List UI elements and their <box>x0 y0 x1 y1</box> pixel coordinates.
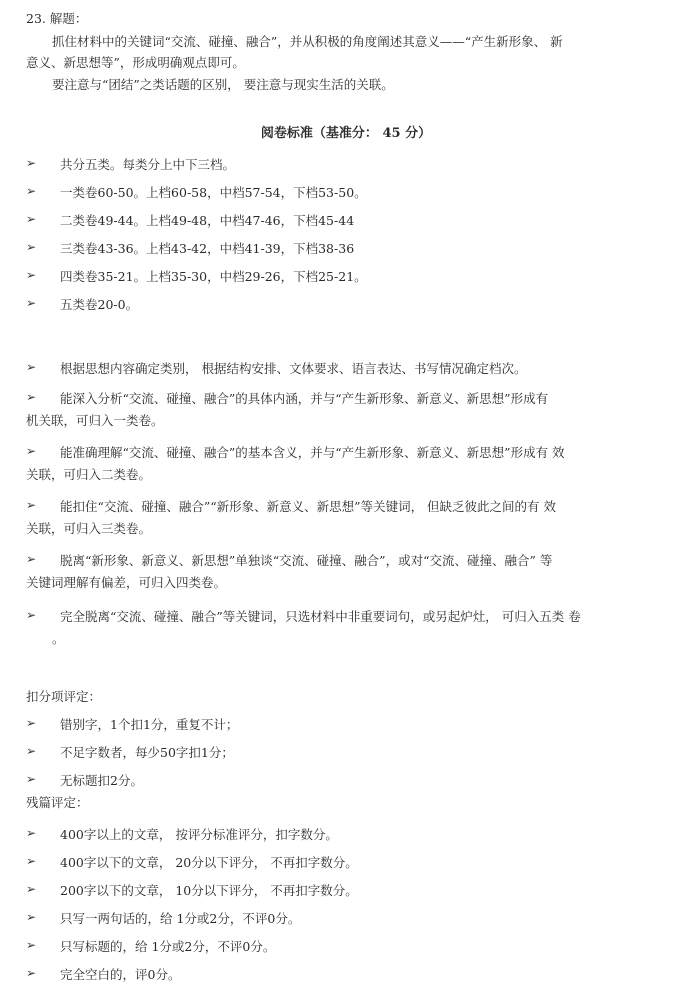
criteria-text-cont: 关联，可归入三类卷。 <box>26 521 152 536</box>
criteria-text: 能深入分析“交流、碰撞、融合”的具体内涵，并与“产生新形象、新意义、新思想”形成有 <box>60 391 549 406</box>
bullet-icon: ➢ <box>26 390 37 404</box>
bullet-icon: ➢ <box>26 938 37 952</box>
bullet-icon: ➢ <box>26 444 37 458</box>
intro-line-3: 要注意与“团结”之类话题的区别， 要注意与现实生活的关联。 <box>52 77 394 92</box>
criteria-text-cont: 关键词理解有偏差，可归入四类卷。 <box>26 575 227 590</box>
bullet-icon: ➢ <box>26 498 37 512</box>
bullet-icon: ➢ <box>26 268 37 282</box>
grade-text: 五类卷20-0。 <box>60 297 139 312</box>
criteria-text-cont: 关联，可归入二类卷。 <box>26 467 152 482</box>
criteria-text-cont: 机关联，可归入一类卷。 <box>26 413 164 428</box>
criteria-text: 完全脱离“交流、碰撞、融合”等关键词，只选材料中非重要词句，或另起炉灶， 可归入五类 卷 <box>60 609 581 624</box>
bullet-icon: ➢ <box>26 156 37 170</box>
grade-text: 二类卷49-44。上档49-48，中档47-46，下档45-44 <box>60 213 355 228</box>
bullet-icon: ➢ <box>26 772 37 786</box>
incomplete-text: 400字以上的文章， 按评分标准评分，扣字数分。 <box>60 827 338 842</box>
grade-text: 四类卷35-21。上档35-30，中档29-26，下档25-21。 <box>60 269 367 284</box>
bullet-icon: ➢ <box>26 716 37 730</box>
bullet-icon: ➢ <box>26 826 37 840</box>
bullet-icon: ➢ <box>26 854 37 868</box>
grade-text: 一类卷60-50。上档60-58，中档57-54，下档53-50。 <box>60 185 367 200</box>
bullet-icon: ➢ <box>26 966 37 980</box>
incomplete-text: 完全空白的，评0分。 <box>60 967 181 982</box>
bullet-icon: ➢ <box>26 212 37 226</box>
bullet-icon: ➢ <box>26 240 37 254</box>
bullet-icon: ➢ <box>26 552 37 566</box>
intro-line-2: 意义、新思想等”，形成明确观点即可。 <box>26 55 245 70</box>
criteria-text: 能准确理解“交流、碰撞、融合”的基本含义，并与“产生新形象、新意义、新思想”形成有 效 <box>60 445 565 460</box>
bullet-icon: ➢ <box>26 360 37 374</box>
bullet-icon: ➢ <box>26 608 37 622</box>
bullet-icon: ➢ <box>26 184 37 198</box>
deduction-text: 无标题扣2分。 <box>60 773 143 788</box>
bullet-icon: ➢ <box>26 882 37 896</box>
incomplete-text: 只写一两句话的，给 1分或2分，不评0分。 <box>60 911 301 926</box>
grade-text: 三类卷43-36。上档43-42，中档41-39，下档38-36 <box>60 241 355 256</box>
incomplete-text: 只写标题的，给 1分或2分，不评0分。 <box>60 939 276 954</box>
deduction-heading: 扣分项评定： <box>26 689 102 704</box>
deduction-text: 不足字数者，每少50字扣1分； <box>60 745 234 760</box>
intro-line-1: 抓住材料中的关键词“交流、碰撞、融合”，并从积极的角度阐述其意义——“产生新形象、 新 <box>52 34 563 49</box>
criteria-text: 脱离“新形象、新意义、新思想”单独谈“交流、碰撞、融合”，或对“交流、碰撞、融合” 等 <box>60 553 553 568</box>
deduction-text: 错别字，1个扣1分，重复不计； <box>60 717 239 732</box>
bullet-icon: ➢ <box>26 744 37 758</box>
bullet-icon: ➢ <box>26 910 37 924</box>
incomplete-text: 400字以下的文章， 20分以下评分， 不再扣字数分。 <box>60 855 358 870</box>
criteria-text: 根据思想内容确定类别， 根据结构安排、文体要求、语言表达、书写情况确定档次。 <box>60 361 527 376</box>
incomplete-text: 200字以下的文章， 10分以下评分， 不再扣字数分。 <box>60 883 358 898</box>
criteria-text-cont: 。 <box>52 631 65 646</box>
scoring-title: 阅卷标准（基准分： 45 分） <box>260 126 432 141</box>
criteria-text: 能扣住“交流、碰撞、融合”“新形象、新意义、新思想”等关键词， 但缺乏彼此之间的有 效 <box>60 499 557 514</box>
bullet-icon: ➢ <box>26 296 37 310</box>
grade-text: 共分五类。每类分上中下三档。 <box>60 157 236 172</box>
incomplete-heading: 残篇评定： <box>26 795 89 810</box>
question-number: 23. 解题： <box>26 11 88 26</box>
